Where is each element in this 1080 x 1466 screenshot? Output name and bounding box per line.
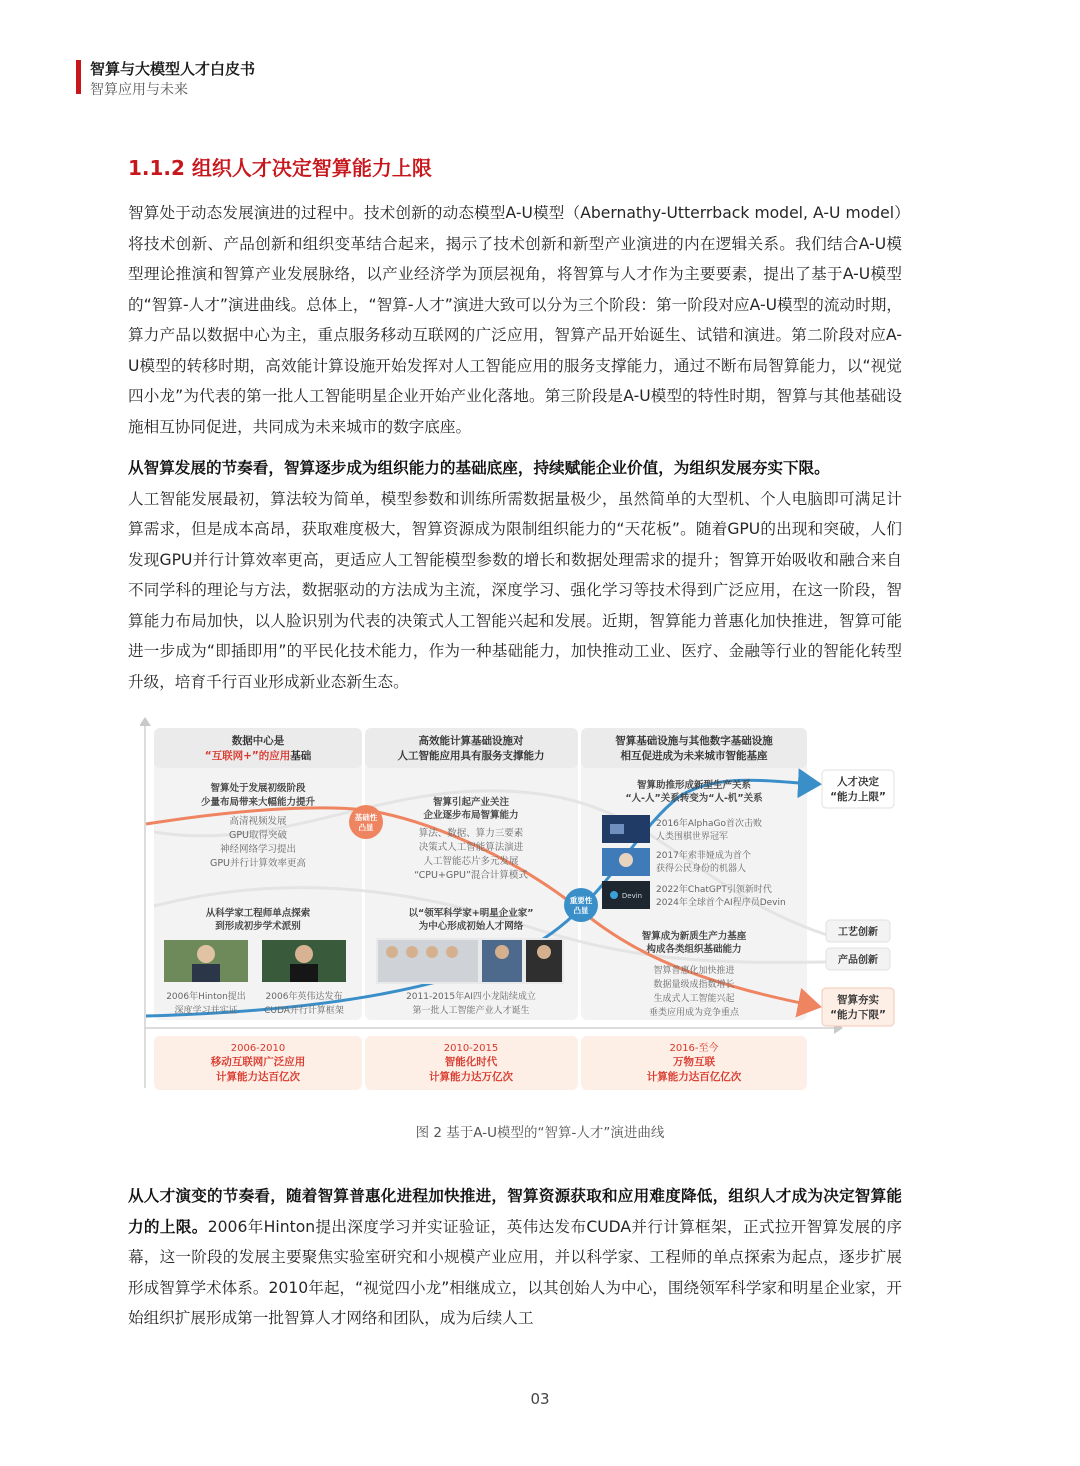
stage2-theme: 智能化时代 [444, 1056, 498, 1068]
talent-ceiling-l1: 人才决定 [837, 776, 879, 788]
craft-innovation-text: 工艺创新 [838, 927, 878, 938]
stage3-head-l1: 智算基础设施与其他数字基础设施 [615, 735, 773, 747]
stage1-s1: 从科学家工程师单点探索 [205, 908, 311, 919]
important-marker-l2: 凸显 [573, 906, 589, 915]
stage3-s2: 构成各类组织基础能力 [646, 944, 742, 955]
stage2-cap-l2: 第一批人工智能产业人才诞生 [412, 1006, 530, 1016]
stage2-scale: 计算能力达万亿次 [429, 1071, 513, 1083]
stage1-head-l1: 数据中心是 [231, 735, 285, 747]
stage2-head-bg [365, 728, 578, 768]
compute-floor-l1: 智算夯实 [837, 994, 879, 1006]
figure-caption: 图 2 基于A-U模型的“智算-人才”演进曲线 [415, 1125, 665, 1141]
paragraph-3-text [128, 1181, 902, 1334]
header-title: 智算与大模型人才白皮书 [90, 60, 256, 78]
stage3-item-2: 数据量级成指数增长 [653, 980, 735, 990]
paragraph-2-lead: 从智算发展的节奏看，智算逐步成为组织能力的基础底座，持续赋能企业价值，为组织发展夯实下限。 [128, 459, 830, 477]
stage1-item-1: 高清视频发展 [229, 816, 287, 827]
au-model-diagram [140, 714, 920, 1094]
stage3-t2: “人-人”关系转变为“人-机”关系 [625, 793, 763, 804]
compute-floor-l2: “能力下限” [830, 1009, 886, 1021]
product-innovation-label [826, 948, 890, 970]
paragraph-2 [128, 453, 902, 697]
stage1-t1: 智算处于发展初级阶段 [210, 783, 306, 794]
stage2-item-1: 算法、数据、算力三要素 [418, 828, 524, 839]
stage2-cap-l1: 2011-2015年AI四小龙陆续成立 [406, 992, 536, 1002]
paragraph-2-body: 人工智能发展最初，算法较为简单，模型参数和训练所需数据量极少，虽然简单的大型机、个人电脑即可满足计算需求，但是成本高昂，获取难度极大，智算资源成为限制组织能力的“天花板”。随着GPU的出现和突破，人们发现GPU并行计算效率更高，更适应人工智能模型参数的增长和数据处理需求的提升；智算开始吸收和融合来自不同学科的理论与方法，数据驱动的方法成为主流，深度学习、强化学习等技术得到广泛应用，在这一阶段，智算能力布局加快，以人脸识别为代表的决策式人工智能兴起和发展。近期，智算能力普惠化加快推进，智算可能进一步成为“即插即用”的平民化技术能力，作为一种基础能力，加快推动工业、医疗、金融等行业的智能化转型升级，培育千行百业形成新业态新生态。 [128, 489, 902, 691]
stage3-s1: 智算成为新质生产力基座 [641, 931, 747, 942]
craft-innovation-label [826, 920, 890, 942]
stage2-head-l2: 人工智能应用具有服务支撑能力 [397, 750, 545, 762]
important-marker [564, 888, 598, 922]
header-accent-bar [76, 60, 81, 94]
stage3-year: 2016-至今 [669, 1043, 719, 1054]
stage2-item-4: “CPU+GPU”混合计算模式 [414, 870, 528, 881]
paragraph-3-lead: 从人才演变的节奏看，随着智算普惠化进程加快推进，智算资源获取和应用难度降低，组织人才成为决定智算能力的上限。 [128, 1187, 902, 1236]
stage1-item-4: GPU并行计算效率更高 [209, 858, 307, 869]
hinton-photo [164, 940, 248, 982]
stage1-item-3: 神经网络学习提出 [219, 844, 297, 855]
stage2-t2: 企业逐步布局智算能力 [423, 810, 519, 821]
stage3-ev1-l1: 2016年AlphaGo首次击败 [656, 819, 762, 829]
talent-ceiling-l2: “能力上限” [830, 791, 886, 803]
paragraph-3 [128, 1181, 902, 1334]
stage1-item-2: GPU取得突破 [228, 830, 288, 841]
talent-ceiling-label [822, 770, 894, 808]
stage3-theme: 万物互联 [673, 1056, 715, 1068]
stage3-scale: 计算能力达百亿亿次 [646, 1071, 742, 1083]
stage1-cap2-l2: CUDA并行计算框架 [264, 1006, 344, 1016]
devin-photo [602, 881, 650, 909]
stage3-ev3-l2: 2024年全球首个AI程序员Devin [656, 898, 786, 908]
basic-marker-l2: 凸显 [358, 823, 374, 832]
stage1-head-l2: “互联网+”的应用基础 [204, 750, 312, 762]
stage3-head-bg [581, 728, 807, 768]
stage3-item-1: 智算普惠化加快推进 [653, 966, 735, 976]
ai-four-dragons-photo [376, 938, 564, 984]
paragraph-3-body: 2006年Hinton提出深度学习并实证验证，英伟达发布CUDA并行计算框架，正式拉开智算发展的序幕，这一阶段的发展主要聚焦实验室研究和小规模产业应用，并以科学家、工程师的单点探索为起点，逐步扩展形成智算学术体系。2010年起，“视觉四小龙”相继成立，以其创始人为中心，围绕领军科学家和明星企业家，开始组织扩展形成第一批智算人才网络和团队，成为后续人工 [128, 1217, 902, 1327]
stage3-ev1-l2: 人类围棋世界冠军 [656, 832, 729, 842]
stage1-s2: 到形成初步学术派别 [215, 921, 301, 932]
page-number: 03 [530, 1390, 550, 1408]
stage1-scale: 计算能力达百亿次 [216, 1071, 300, 1083]
stage3-head-l2: 相互促进成为未来城市智能基座 [620, 750, 768, 762]
stage2-s2: 为中心形成初始人才网络 [418, 921, 524, 932]
stage1-head-bg [154, 728, 362, 768]
stage1-year: 2006-2010 [230, 1043, 286, 1054]
stage3-ev2-l1: 2017年索菲娅成为首个 [656, 851, 751, 861]
sophia-photo [602, 848, 650, 876]
basic-marker [349, 805, 383, 839]
au-model-figure [140, 714, 920, 1094]
stage3-ev3-l1: 2022年ChatGPT引领新时代 [656, 885, 772, 895]
stage2-t1: 智算引起产业关注 [432, 797, 510, 808]
important-marker-l1: 重要性 [569, 896, 593, 905]
stage2-item-3: 人工智能芯片多元发展 [423, 856, 519, 867]
header-subtitle: 智算应用与未来 [90, 82, 188, 98]
compute-floor-label [822, 988, 894, 1026]
section-title: 1.1.2 组织人才决定智算能力上限 [128, 156, 432, 180]
devin-logo-text: Devin [621, 892, 643, 900]
stage1-cap1-l1: 2006年Hinton提出 [166, 992, 246, 1002]
jensen-photo [262, 940, 346, 982]
stage3-item-4: 垂类应用成为竞争重点 [648, 1008, 740, 1018]
paragraph-1 [128, 198, 902, 442]
stage3-item-3: 生成式人工智能兴起 [653, 994, 735, 1004]
stage3-ev2-l2: 获得公民身份的机器人 [656, 864, 747, 874]
stage1-t2: 少量布局带来大幅能力提升 [200, 797, 316, 808]
stage1-cap1-l2: 深度学习并实证 [174, 1006, 238, 1016]
stage2-item-2: 决策式人工智能算法演进 [418, 842, 524, 853]
stage2-head-l1: 高效能计算基础设施对 [418, 735, 524, 747]
alphago-photo [602, 815, 650, 843]
stage3-t1: 智算助推形成新型生产关系 [636, 780, 752, 791]
stage1-cap2-l1: 2006年英伟达发布 [265, 992, 343, 1002]
stage2-year: 2010-2015 [443, 1043, 499, 1054]
basic-marker-l1: 基础性 [354, 813, 378, 822]
stage1-theme: 移动互联网广泛应用 [210, 1056, 306, 1068]
product-innovation-text: 产品创新 [838, 955, 878, 966]
paragraph-1-text: 智算处于动态发展演进的过程中。技术创新的动态模型A-U模型（Abernathy-Utterrback model, A-U model）将技术创新、产品创新和组织变革结合起来，揭示了技术创新和新型产业演进的内在逻辑关系。我们结合A-U模型理论推演和智算产业发展脉络，以产业经济学为顶层视角，将智算与人才作为主要要素，提出了基于A-U模型的“智算-人才”演进曲线。总体上，“智算-人才”演进大致可以分为三个阶段：第一阶段对应A-U模型的流动时期，算力产品以数据中心为主，重点服务移动互联网的广泛应用，智算产品开始诞生、试错和演进。第二阶段对应A-U模型的转移时期，高效能计算设施开始发挥对人工智能应用的服务支撑能力，通过不断布局智算能力，以“视觉四小龙”为代表的第一批人工智能明星企业开始产业化落地。第三阶段是A-U模型的特性时期，智算与其他基础设施相互协同促进，共同成为未来城市的数字底座。 [128, 204, 902, 436]
stage2-s1: 以“领军科学家+明星企业家” [408, 908, 534, 919]
